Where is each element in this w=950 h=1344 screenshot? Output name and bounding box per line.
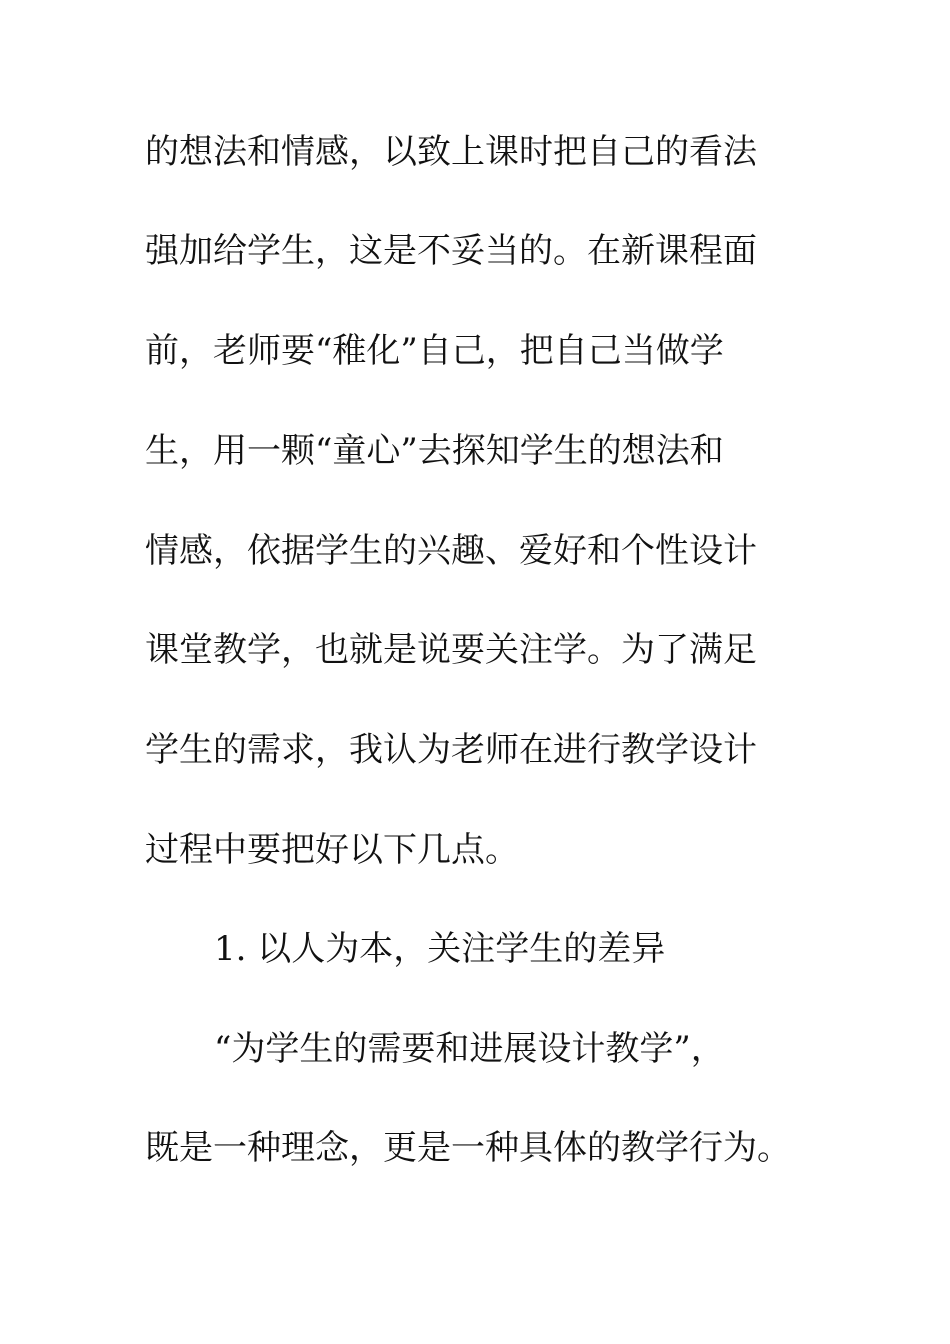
paragraph-line-3: 前，老师要“稚化”自己，把自己当做学 bbox=[145, 331, 724, 371]
paragraph-line-5: 情感，依据学生的兴趣、爱好和个性设计 bbox=[145, 531, 757, 571]
paragraph-last-line: 既是一种理念，更是一种具体的教学行为。 bbox=[145, 1128, 791, 1168]
paragraph-line-8: 过程中要把好以下几点。 bbox=[145, 830, 519, 870]
paragraph-line-1: 的想法和情感，以致上课时把自己的看法 bbox=[145, 132, 757, 172]
paragraph-line-7: 学生的需求，我认为老师在进行教学设计 bbox=[145, 730, 757, 770]
paragraph-line-2: 强加给学生，这是不妥当的。在新课程面 bbox=[145, 231, 757, 271]
paragraph-line-4: 生，用一颗“童心”去探知学生的想法和 bbox=[145, 431, 724, 471]
section-heading: 1. 以人为本，关注学生的差异 bbox=[214, 929, 666, 969]
paragraph-line-6: 课堂教学，也就是说要关注学。为了满足 bbox=[145, 630, 757, 670]
quote-line: “为学生的需要和进展设计教学”， bbox=[214, 1029, 725, 1069]
